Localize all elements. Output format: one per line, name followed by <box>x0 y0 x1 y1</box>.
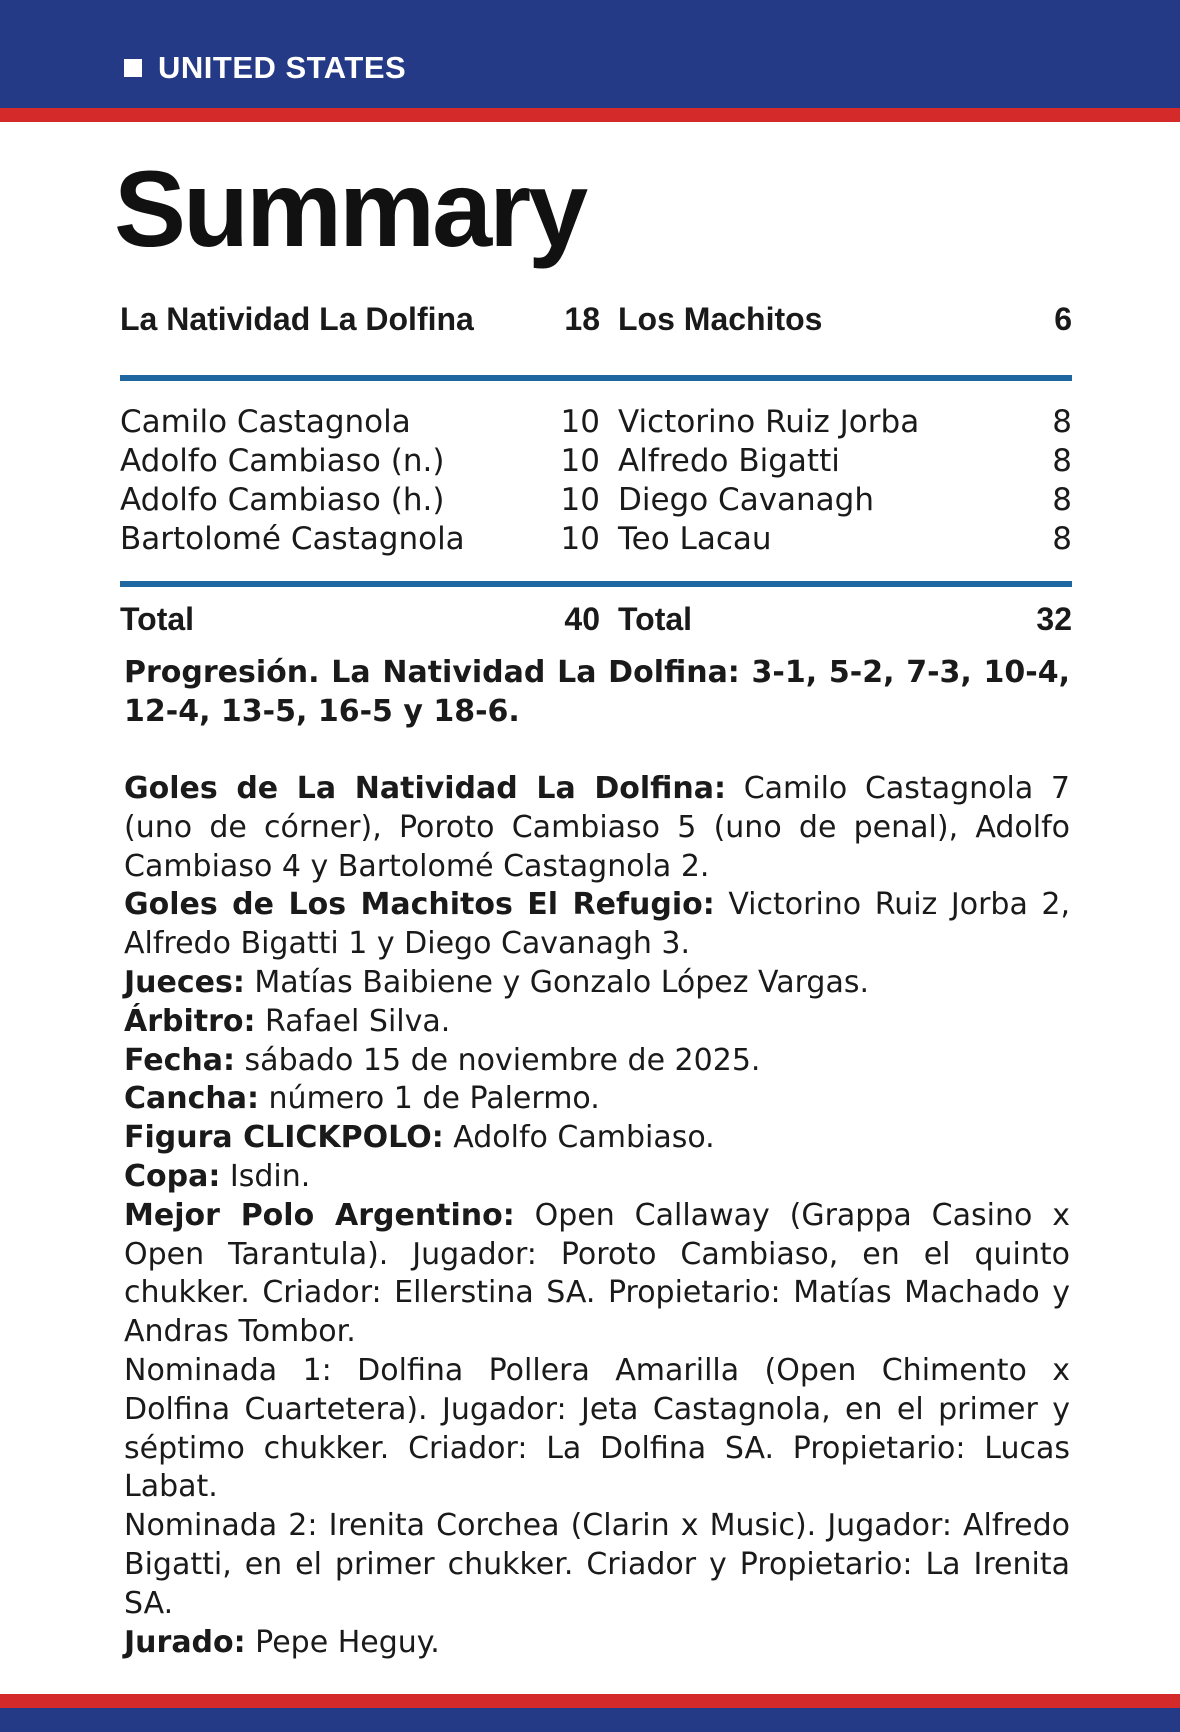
detail-label: Nominada 1: <box>124 1352 332 1388</box>
team2-player-handicap: 8 <box>1052 403 1072 440</box>
match-details <box>124 770 1070 1662</box>
detail-label: Mejor Polo Argentino: <box>124 1197 515 1233</box>
detail-label: Jueces: <box>124 964 245 1000</box>
detail-text: Isdin. <box>220 1158 311 1194</box>
detail-text: Dolfina Pollera Amarilla (Open Chimento x Dolfina Cuartetera). Jugador: Jeta Castagnola, en el primer y séptimo chukker. Criador: La Dolfina SA. Propietario: Lucas Labat. <box>124 1352 1070 1505</box>
detail-mvp <box>124 1119 1070 1158</box>
progression: Progresión. La Natividad La Dolfina: 3-1, 5-2, 7-3, 10-4, 12-4, 13-5, 16-5 y 18-6. <box>124 655 1070 729</box>
team1-total-label: Total <box>120 601 195 637</box>
country-label: UNITED STATES <box>158 50 407 85</box>
detail-date <box>124 1042 1070 1081</box>
detail-label: Cancha: <box>124 1081 259 1117</box>
team1-player-name: Bartolomé Castagnola <box>120 520 465 557</box>
detail-best-pony <box>124 1197 1070 1352</box>
scoreboard <box>120 300 1072 639</box>
player-row <box>120 519 1072 558</box>
teams-header-row <box>120 300 1072 339</box>
square-bullet-icon <box>124 59 142 77</box>
detail-label: Jurado: <box>124 1624 246 1660</box>
player-row <box>120 402 1072 441</box>
team1-player-handicap: 10 <box>560 442 600 479</box>
team2-player-name: Victorino Ruiz Jorba <box>618 403 920 440</box>
team1-player-name: Camilo Castagnola <box>120 403 411 440</box>
team2-player-handicap: 8 <box>1052 481 1072 518</box>
team2-player-handicap: 8 <box>1052 442 1072 479</box>
detail-jury <box>124 1624 1070 1663</box>
detail-judges <box>124 964 1070 1003</box>
detail-nominee-2 <box>124 1507 1070 1623</box>
team1-name: La Natividad La Dolfina <box>120 301 474 337</box>
team1-player-name: Adolfo Cambiaso (n.) <box>120 442 445 479</box>
team2-score: 6 <box>1054 301 1072 337</box>
header-red-stripe <box>0 108 1180 122</box>
team2-player-handicap: 8 <box>1052 520 1072 557</box>
team2-total: 32 <box>1036 601 1072 637</box>
detail-label: Fecha: <box>124 1042 236 1078</box>
detail-text: Pepe Heguy. <box>245 1624 440 1660</box>
team2-player-name: Diego Cavanagh <box>618 481 875 518</box>
detail-text: Victorino Ruiz Jorba 2, Alfredo Bigatti 1 y Diego Cavanagh 3. <box>124 887 1070 962</box>
detail-referee <box>124 1003 1070 1042</box>
team1-player-handicap: 10 <box>560 520 600 557</box>
detail-label: Goles de Los Machitos El Refugio: <box>124 887 715 923</box>
detail-text: Matías Baibiene y Gonzalo López Vargas. <box>244 964 870 1000</box>
detail-text: Rafael Silva. <box>255 1003 451 1039</box>
team1-player-handicap: 10 <box>560 481 600 518</box>
team2-player-name: Alfredo Bigatti <box>618 442 840 479</box>
detail-text: número 1 de Palermo. <box>259 1081 600 1117</box>
player-row <box>120 441 1072 480</box>
detail-label: Árbitro: <box>124 1003 256 1039</box>
page-title: Summary <box>114 148 586 269</box>
team2-player-name: Teo Lacau <box>618 520 772 557</box>
detail-label: Goles de La Natividad La Dolfina: <box>124 771 726 806</box>
detail-text: sábado 15 de noviembre de 2025. <box>235 1042 761 1078</box>
section-header <box>124 50 406 86</box>
detail-text: Open Callaway (Grappa Casino x Open Tarantula). Jugador: Poroto Cambiaso, en el quinto chukker. Criador: Ellerstina SA. Propietario: Matías Machado y Andras Tombor. <box>124 1197 1070 1350</box>
team2-total-label: Total <box>618 601 693 637</box>
detail-goals-team1 <box>124 770 1070 886</box>
detail-text: Camilo Castagnola 7 (uno de córner), Poroto Cambiaso 5 (uno de penal), Adolfo Cambiaso 4 y Bartolomé Castagnola 2. <box>124 771 1071 884</box>
team2-name: Los Machitos <box>618 301 823 337</box>
player-row <box>120 480 1072 519</box>
detail-label: Figura CLICKPOLO: <box>124 1120 444 1156</box>
detail-field <box>124 1080 1070 1119</box>
totals-row <box>120 600 1072 639</box>
team1-total: 40 <box>564 601 600 637</box>
footer-red-stripe <box>0 1694 1180 1708</box>
detail-label: Copa: <box>124 1158 221 1194</box>
team1-score: 18 <box>564 301 600 337</box>
team1-player-handicap: 10 <box>560 403 600 440</box>
detail-text: Adolfo Cambiaso. <box>443 1120 715 1156</box>
detail-text: Irenita Corchea (Clarin x Music). Jugador: Alfredo Bigatti, en el primer chukker. Criador y Propietario: La Irenita SA. <box>124 1508 1070 1621</box>
detail-label: Nominada 2: <box>124 1508 318 1544</box>
footer-band <box>0 1708 1180 1732</box>
detail-nominee-1 <box>124 1352 1070 1507</box>
detail-goals-team2 <box>124 886 1070 964</box>
detail-cup <box>124 1158 1070 1197</box>
team1-player-name: Adolfo Cambiaso (h.) <box>120 481 445 518</box>
